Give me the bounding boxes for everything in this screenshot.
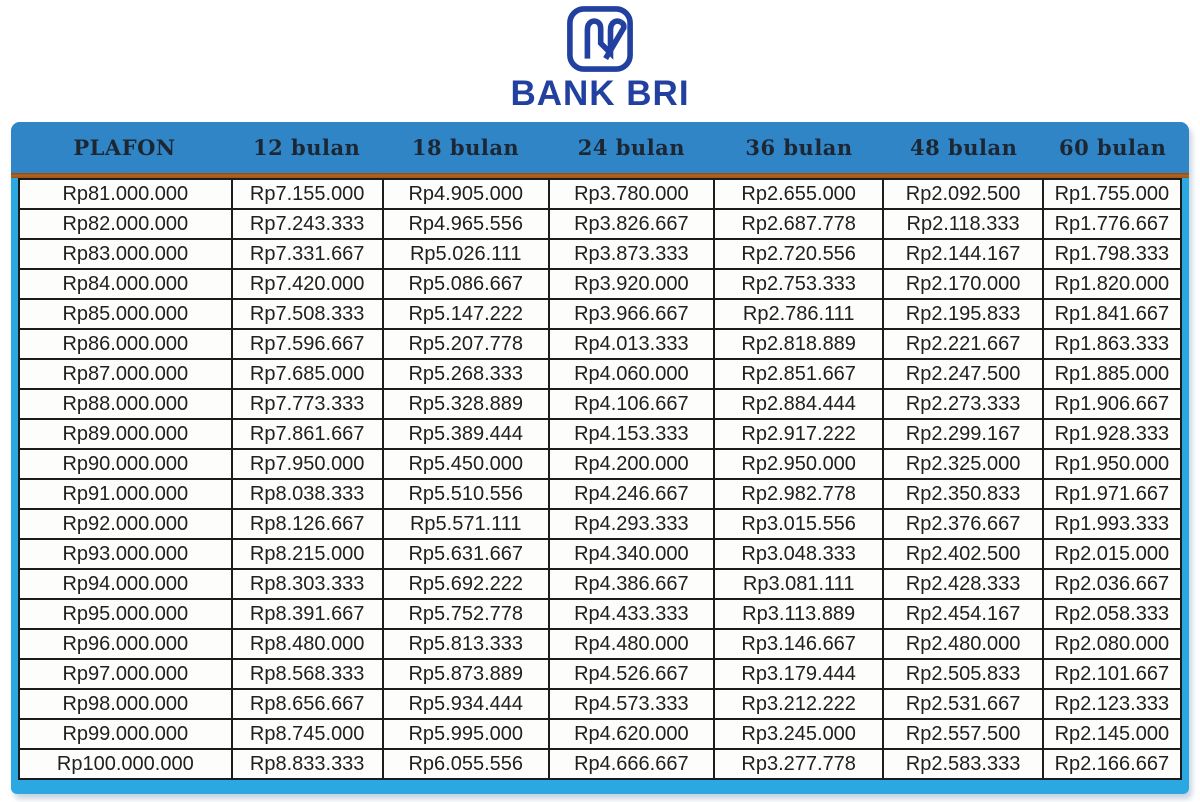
installment-cell: Rp4.433.333 — [549, 599, 714, 629]
table-row — [19, 569, 1181, 599]
installment-cell: Rp2.884.444 — [714, 389, 884, 419]
installment-cell: Rp7.155.000 — [232, 179, 383, 209]
installment-cell: Rp4.246.667 — [549, 479, 714, 509]
installment-cell: Rp1.993.333 — [1043, 509, 1181, 539]
table-header-row — [11, 122, 1189, 173]
installment-cell: Rp3.113.889 — [714, 599, 884, 629]
column-header-48-bulan: 48 bulan — [910, 135, 1018, 160]
installment-cell: Rp3.179.444 — [714, 659, 884, 689]
installment-cell: Rp2.531.667 — [883, 689, 1042, 719]
installment-cell: Rp2.753.333 — [714, 269, 884, 299]
installment-cell: Rp4.106.667 — [549, 389, 714, 419]
installment-cell: Rp5.934.444 — [383, 689, 549, 719]
plafon-cell: Rp82.000.000 — [19, 209, 232, 239]
table-row — [19, 659, 1181, 689]
plafon-cell: Rp94.000.000 — [19, 569, 232, 599]
installment-cell: Rp2.036.667 — [1043, 569, 1181, 599]
installment-cell: Rp1.906.667 — [1043, 389, 1181, 419]
installment-cell: Rp8.745.000 — [232, 719, 383, 749]
installment-cell: Rp4.153.333 — [549, 419, 714, 449]
installment-cell: Rp5.813.333 — [383, 629, 549, 659]
bri-monogram-icon — [563, 4, 637, 74]
installment-cell: Rp7.331.667 — [232, 239, 383, 269]
installment-cell: Rp3.826.667 — [549, 209, 714, 239]
installment-cell: Rp5.389.444 — [383, 419, 549, 449]
table-row — [19, 419, 1181, 449]
installment-cell: Rp4.666.667 — [549, 749, 714, 779]
plafon-cell: Rp96.000.000 — [19, 629, 232, 659]
installment-cell: Rp2.687.778 — [714, 209, 884, 239]
installment-cell: Rp2.118.333 — [883, 209, 1042, 239]
installment-cell: Rp1.841.667 — [1043, 299, 1181, 329]
installment-cell: Rp2.982.778 — [714, 479, 884, 509]
plafon-cell: Rp87.000.000 — [19, 359, 232, 389]
installment-cell: Rp1.776.667 — [1043, 209, 1181, 239]
installment-cell: Rp8.656.667 — [232, 689, 383, 719]
installment-cell: Rp1.885.000 — [1043, 359, 1181, 389]
table-row — [19, 539, 1181, 569]
installment-cell: Rp2.015.000 — [1043, 539, 1181, 569]
table-row — [19, 269, 1181, 299]
installment-cell: Rp8.568.333 — [232, 659, 383, 689]
installment-cell: Rp4.386.667 — [549, 569, 714, 599]
installment-cell: Rp1.950.000 — [1043, 449, 1181, 479]
table-row — [19, 179, 1181, 209]
installment-cell: Rp2.402.500 — [883, 539, 1042, 569]
installment-cell: Rp2.505.833 — [883, 659, 1042, 689]
installment-cell: Rp3.873.333 — [549, 239, 714, 269]
installment-cell: Rp5.026.111 — [383, 239, 549, 269]
installment-cell: Rp4.905.000 — [383, 179, 549, 209]
column-header-24-bulan: 24 bulan — [577, 135, 686, 160]
installment-cell: Rp2.273.333 — [883, 389, 1042, 419]
installment-cell: Rp4.340.000 — [549, 539, 714, 569]
installment-cell: Rp8.303.333 — [232, 569, 383, 599]
table-row — [19, 449, 1181, 479]
installment-cell: Rp2.221.667 — [883, 329, 1042, 359]
table-body-wrap — [18, 178, 1182, 780]
installment-cell: Rp2.376.667 — [883, 509, 1042, 539]
installment-cell: Rp4.526.667 — [549, 659, 714, 689]
installment-cell: Rp3.277.778 — [714, 749, 884, 779]
installment-cell: Rp4.573.333 — [549, 689, 714, 719]
installment-cell: Rp2.917.222 — [714, 419, 884, 449]
table-row — [19, 719, 1181, 749]
installment-cell: Rp2.299.167 — [883, 419, 1042, 449]
installment-cell: Rp8.038.333 — [232, 479, 383, 509]
table-row — [19, 509, 1181, 539]
installment-cell: Rp5.086.667 — [383, 269, 549, 299]
installment-cell: Rp2.557.500 — [883, 719, 1042, 749]
plafon-cell: Rp99.000.000 — [19, 719, 232, 749]
installment-cell: Rp1.755.000 — [1043, 179, 1181, 209]
plafon-cell: Rp95.000.000 — [19, 599, 232, 629]
plafon-cell: Rp88.000.000 — [19, 389, 232, 419]
installment-cell: Rp8.480.000 — [232, 629, 383, 659]
installment-cell: Rp2.350.833 — [883, 479, 1042, 509]
installment-cell: Rp5.631.667 — [383, 539, 549, 569]
installment-cell: Rp4.060.000 — [549, 359, 714, 389]
installment-cell: Rp4.620.000 — [549, 719, 714, 749]
installment-cell: Rp5.328.889 — [383, 389, 549, 419]
installment-cell: Rp2.145.000 — [1043, 719, 1181, 749]
installment-cell: Rp7.861.667 — [232, 419, 383, 449]
installment-cell: Rp2.818.889 — [714, 329, 884, 359]
installment-cell: Rp1.798.333 — [1043, 239, 1181, 269]
installment-cell: Rp5.510.556 — [383, 479, 549, 509]
installment-cell: Rp2.080.000 — [1043, 629, 1181, 659]
installment-cell: Rp2.583.333 — [883, 749, 1042, 779]
plafon-cell: Rp89.000.000 — [19, 419, 232, 449]
column-header-18-bulan: 18 bulan — [411, 135, 520, 160]
installment-cell: Rp8.215.000 — [232, 539, 383, 569]
table-row — [19, 479, 1181, 509]
installment-cell: Rp1.928.333 — [1043, 419, 1181, 449]
installment-cell: Rp4.013.333 — [549, 329, 714, 359]
installment-table-frame — [11, 122, 1189, 794]
plafon-cell: Rp81.000.000 — [19, 179, 232, 209]
plafon-cell: Rp91.000.000 — [19, 479, 232, 509]
installment-cell: Rp3.081.111 — [714, 569, 884, 599]
plafon-cell: Rp97.000.000 — [19, 659, 232, 689]
installment-cell: Rp2.480.000 — [883, 629, 1042, 659]
installment-cell: Rp3.212.222 — [714, 689, 884, 719]
plafon-cell: Rp92.000.000 — [19, 509, 232, 539]
installment-cell: Rp2.950.000 — [714, 449, 884, 479]
column-header-36-bulan: 36 bulan — [745, 135, 853, 160]
installment-cell: Rp5.571.111 — [383, 509, 549, 539]
installment-cell: Rp3.048.333 — [714, 539, 884, 569]
installment-cell: Rp5.692.222 — [383, 569, 549, 599]
installment-cell: Rp3.966.667 — [549, 299, 714, 329]
plafon-cell: Rp100.000.000 — [19, 749, 232, 779]
installment-cell: Rp7.773.333 — [232, 389, 383, 419]
column-header-60-bulan: 60 bulan — [1059, 135, 1167, 160]
plafon-cell: Rp83.000.000 — [19, 239, 232, 269]
installment-cell: Rp3.920.000 — [549, 269, 714, 299]
brand-name: BANK BRI — [510, 74, 690, 113]
installment-cell: Rp3.780.000 — [549, 179, 714, 209]
installment-cell: Rp7.685.000 — [232, 359, 383, 389]
column-header-12-bulan: 12 bulan — [252, 135, 361, 160]
table-row — [19, 689, 1181, 719]
installment-cell: Rp4.480.000 — [549, 629, 714, 659]
installment-cell: Rp8.833.333 — [232, 749, 383, 779]
installment-cell: Rp8.391.667 — [232, 599, 383, 629]
plafon-cell: Rp98.000.000 — [19, 689, 232, 719]
installment-cell: Rp3.146.667 — [714, 629, 884, 659]
table-row — [19, 599, 1181, 629]
column-header-plafon: PLAFON — [73, 135, 176, 160]
installment-cell: Rp2.195.833 — [883, 299, 1042, 329]
installment-cell: Rp2.655.000 — [714, 179, 884, 209]
installment-cell: Rp7.596.667 — [232, 329, 383, 359]
installment-cell: Rp2.454.167 — [883, 599, 1042, 629]
installment-cell: Rp2.851.667 — [714, 359, 884, 389]
installment-cell: Rp5.752.778 — [383, 599, 549, 629]
table-row — [19, 209, 1181, 239]
installment-cell: Rp2.170.000 — [883, 269, 1042, 299]
installment-cell: Rp4.200.000 — [549, 449, 714, 479]
installment-cell: Rp3.245.000 — [714, 719, 884, 749]
plafon-cell: Rp84.000.000 — [19, 269, 232, 299]
installment-cell: Rp2.786.111 — [714, 299, 884, 329]
table-row — [19, 239, 1181, 269]
installment-cell: Rp7.243.333 — [232, 209, 383, 239]
installment-cell: Rp2.101.667 — [1043, 659, 1181, 689]
installment-cell: Rp2.325.000 — [883, 449, 1042, 479]
installment-cell: Rp6.055.556 — [383, 749, 549, 779]
table-row — [19, 389, 1181, 419]
installment-cell: Rp4.965.556 — [383, 209, 549, 239]
installment-cell: Rp5.207.778 — [383, 329, 549, 359]
installment-cell: Rp3.015.556 — [714, 509, 884, 539]
installment-cell: Rp2.092.500 — [883, 179, 1042, 209]
table-row — [19, 629, 1181, 659]
installment-cell: Rp2.144.167 — [883, 239, 1042, 269]
plafon-table-body — [19, 179, 1181, 779]
installment-cell: Rp7.950.000 — [232, 449, 383, 479]
installment-cell: Rp1.863.333 — [1043, 329, 1181, 359]
plafon-table — [18, 178, 1182, 780]
installment-cell: Rp2.247.500 — [883, 359, 1042, 389]
table-row — [19, 749, 1181, 779]
installment-cell: Rp2.123.333 — [1043, 689, 1181, 719]
plafon-cell: Rp90.000.000 — [19, 449, 232, 479]
installment-cell: Rp1.971.667 — [1043, 479, 1181, 509]
plafon-cell: Rp85.000.000 — [19, 299, 232, 329]
installment-cell: Rp1.820.000 — [1043, 269, 1181, 299]
installment-cell: Rp2.720.556 — [714, 239, 884, 269]
installment-cell: Rp2.428.333 — [883, 569, 1042, 599]
table-row — [19, 299, 1181, 329]
installment-cell: Rp2.058.333 — [1043, 599, 1181, 629]
installment-cell: Rp5.147.222 — [383, 299, 549, 329]
installment-cell: Rp5.873.889 — [383, 659, 549, 689]
installment-cell: Rp4.293.333 — [549, 509, 714, 539]
table-row — [19, 329, 1181, 359]
table-row — [19, 359, 1181, 389]
installment-cell: Rp5.995.000 — [383, 719, 549, 749]
installment-cell: Rp8.126.667 — [232, 509, 383, 539]
installment-cell: Rp7.508.333 — [232, 299, 383, 329]
installment-cell: Rp5.450.000 — [383, 449, 549, 479]
installment-cell: Rp2.166.667 — [1043, 749, 1181, 779]
plafon-cell: Rp86.000.000 — [19, 329, 232, 359]
installment-cell: Rp7.420.000 — [232, 269, 383, 299]
installment-cell: Rp5.268.333 — [383, 359, 549, 389]
brand-header — [0, 4, 1200, 111]
plafon-cell: Rp93.000.000 — [19, 539, 232, 569]
